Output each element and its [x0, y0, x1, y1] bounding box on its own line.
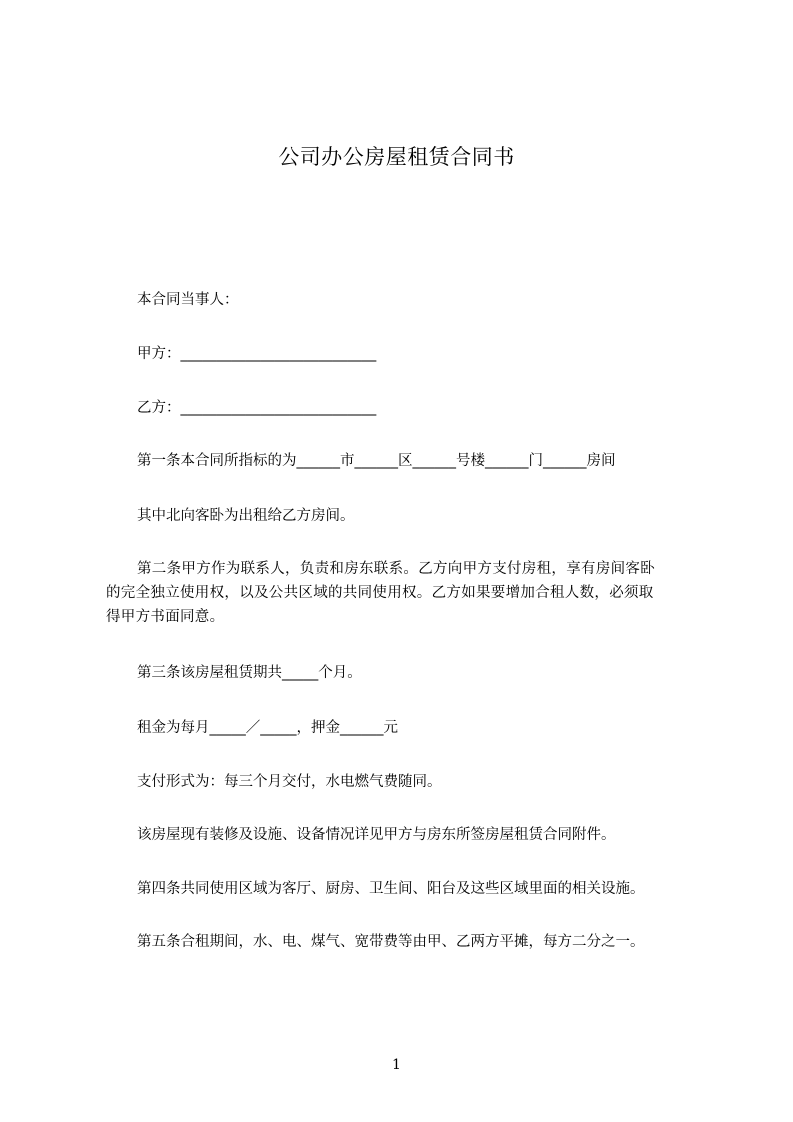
article-1-room-line: 其中北向客卧为出租给乙方房间。	[137, 508, 355, 524]
article-3-line: 第三条该房屋租赁期共_____个月。	[137, 665, 362, 681]
party-b-line: 乙方：___________________________	[137, 400, 377, 416]
rent-line: 租金为每月_____／_____，押金______元	[137, 720, 398, 736]
payment-line: 支付形式为：每三个月交付，水电燃气费随同。	[137, 774, 442, 790]
facilities-line: 该房屋现有装修及设施、设备情况详见甲方与房东所签房屋租赁合同附件。	[137, 827, 616, 843]
article-4-line: 第四条共同使用区域为客厅、厨房、卫生间、阳台及这些区域里面的相关设施。	[137, 881, 645, 897]
parties-heading: 本合同当事人：	[137, 292, 239, 308]
article-5-line: 第五条合租期间，水、电、煤气、宽带费等由甲、乙两方平摊，每方二分之一。	[137, 934, 645, 950]
page-number: 1	[392, 1057, 401, 1073]
party-a-line: 甲方：___________________________	[137, 346, 377, 362]
document-title: 公司办公房屋租赁合同书	[278, 145, 515, 169]
article-2-paragraph: 第二条甲方作为联系人，负责和房东联系。乙方向甲方支付房租，享有房间客卧的完全独立使用权，以及公共区域的共同使用权。乙方如果要增加合租人数，必须取得甲方书面同意。	[106, 561, 655, 625]
article-1-line: 第一条本合同所指标的为______市______区______号楼______门______房间	[137, 453, 616, 469]
